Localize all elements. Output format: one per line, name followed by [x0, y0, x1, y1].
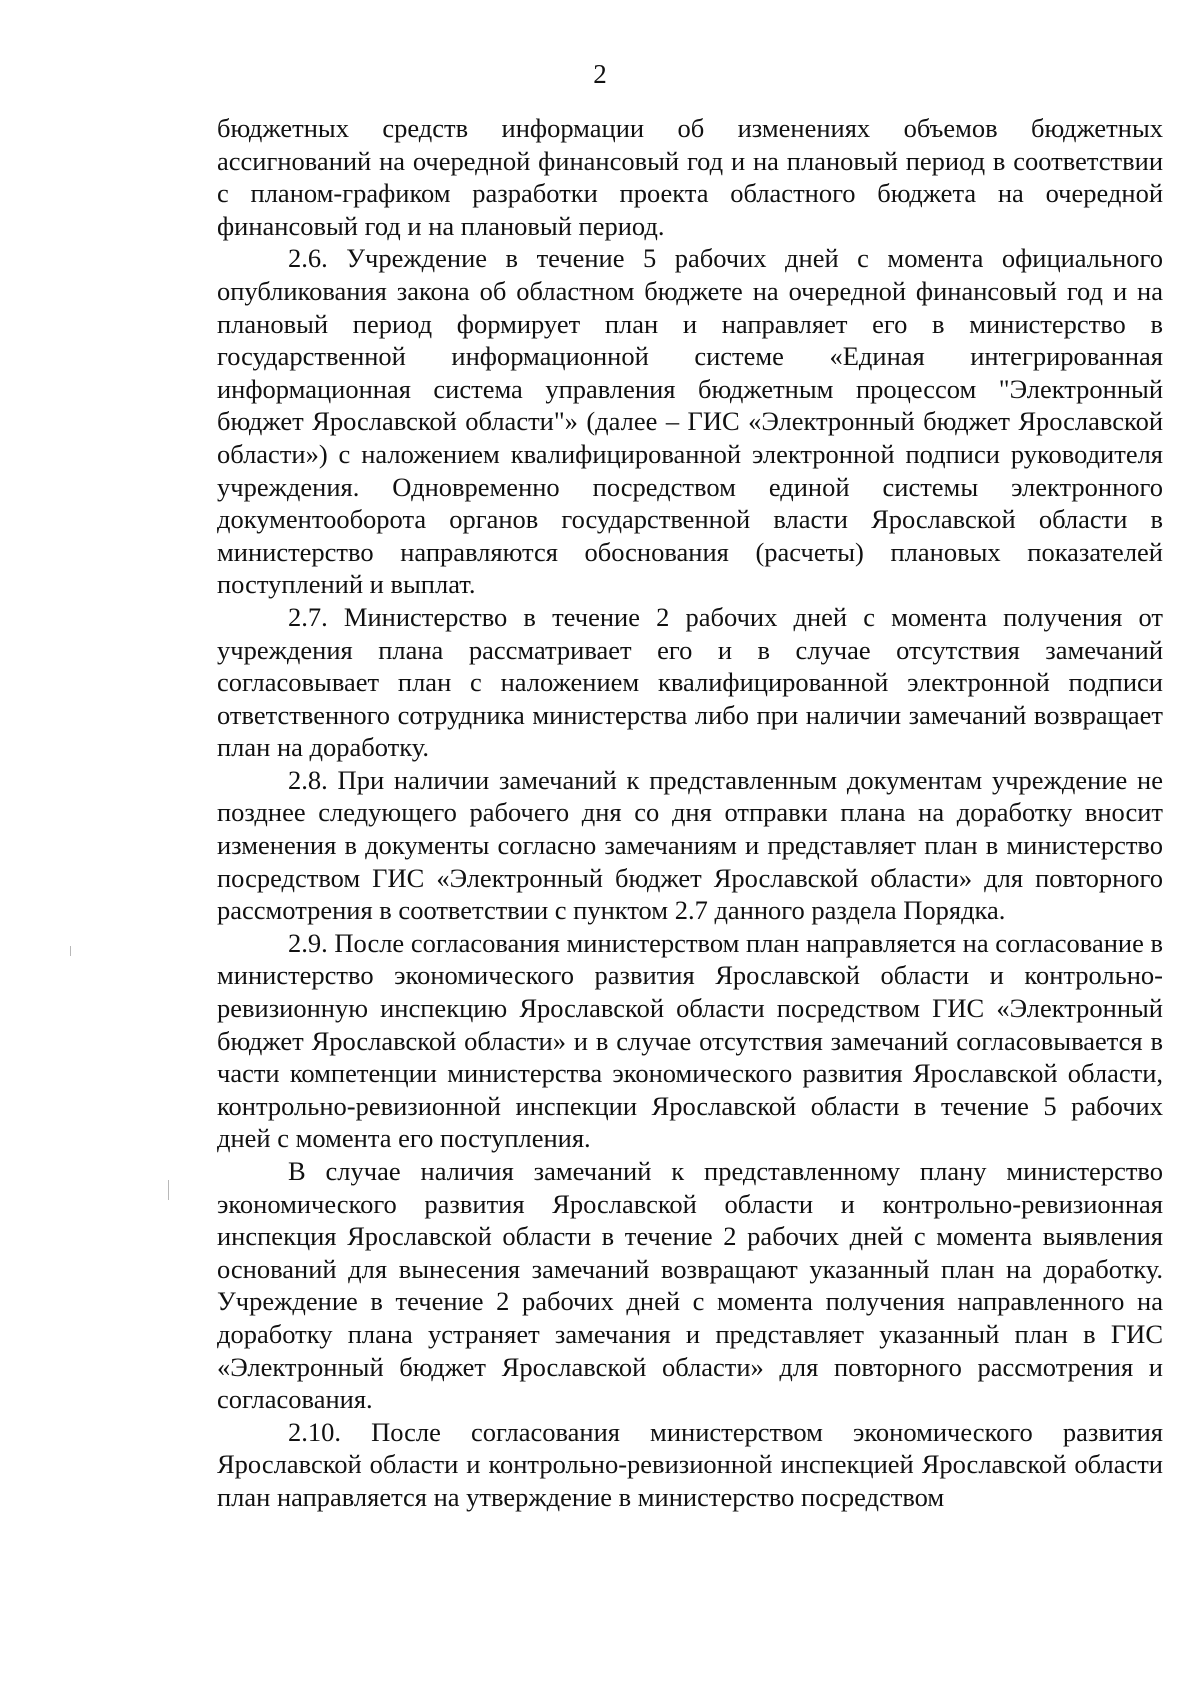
document-body [217, 112, 1163, 1514]
paragraph-2-7: 2.7. Министерство в течение 2 рабочих дней с момента получения от учреждения плана рассматривает его и в случае отсутствия замечаний согласовывает план с наложением квалифицированной электронной подписи ответственного сотрудника министерства либо при наличии замечаний возвращает план на доработку. [217, 601, 1163, 763]
paragraph-2-6: 2.6. Учреждение в течение 5 рабочих дней с момента официального опубликования закона об областном бюджете на очередной финансовый год и на плановый период формирует план и направляет его в министерство в государственной информационной системе «Единая интегрированная информационная система управления бюджетным процессом "Электронный бюджет Ярославской области"» (далее – ГИС «Электронный бюджет Ярославской области») с наложением квалифицированной электронной подписи руководителя учреждения. Одновременно посредством единой системы электронного документооборота органов государственной власти Ярославской области в министерство направляются обоснования (расчеты) плановых показателей поступлений и выплат. [217, 243, 1163, 600]
paragraph-2-10: 2.10. После согласования министерством экономического развития Ярославской области и контрольно-ревизионной инспекцией Ярославской области план направляется на утверждение в министерство посредством [217, 1416, 1163, 1512]
scan-margin-mark [168, 1180, 169, 1200]
page-number: 2 [593, 59, 607, 89]
scan-margin-mark [70, 946, 71, 956]
paragraph-2-9: 2.9. После согласования министерством план направляется на согласование в министерство экономического развития Ярославской области и контрольно-ревизионную инспекцию Ярославской области посредством ГИС «Электронный бюджет Ярославской области» и в случае отсутствия замечаний согласовывается в части компетенции министерства экономического развития Ярославской области, контрольно-ревизионной инспекции Ярославской области в течение 5 рабочих дней с момента его поступления. [217, 927, 1163, 1154]
paragraph-continuation: бюджетных средств информации об изменениях объемов бюджетных ассигнований на очередной финансовый год и на плановый период в соответствии с планом-графиком разработки проекта областного бюджета на очередной финансовый год и на плановый период. [217, 113, 1163, 241]
paragraph-2-9-continued: В случае наличия замечаний к представленному плану министерство экономического развития Ярославской области и контрольно-ревизионная инспекция Ярославской области в течение 2 рабочих дней с момента выявления оснований для вынесения замечаний возвращают указанный план на доработку. Учреждение в течение 2 рабочих дней с момента получения направленного на доработку плана устраняет замечания и представляет указанный план в ГИС «Электронный бюджет Ярославской области» для повторного рассмотрения и согласования. [217, 1156, 1163, 1415]
paragraph-2-8: 2.8. При наличии замечаний к представленным документам учреждение не позднее следующего рабочего дня со дня отправки плана на доработку вносит изменения в документы согласно замечаниям и представляет план в министерство посредством ГИС «Электронный бюджет Ярославской области» для повторного рассмотрения в соответствии с пунктом 2.7 данного раздела Порядка. [217, 764, 1163, 926]
